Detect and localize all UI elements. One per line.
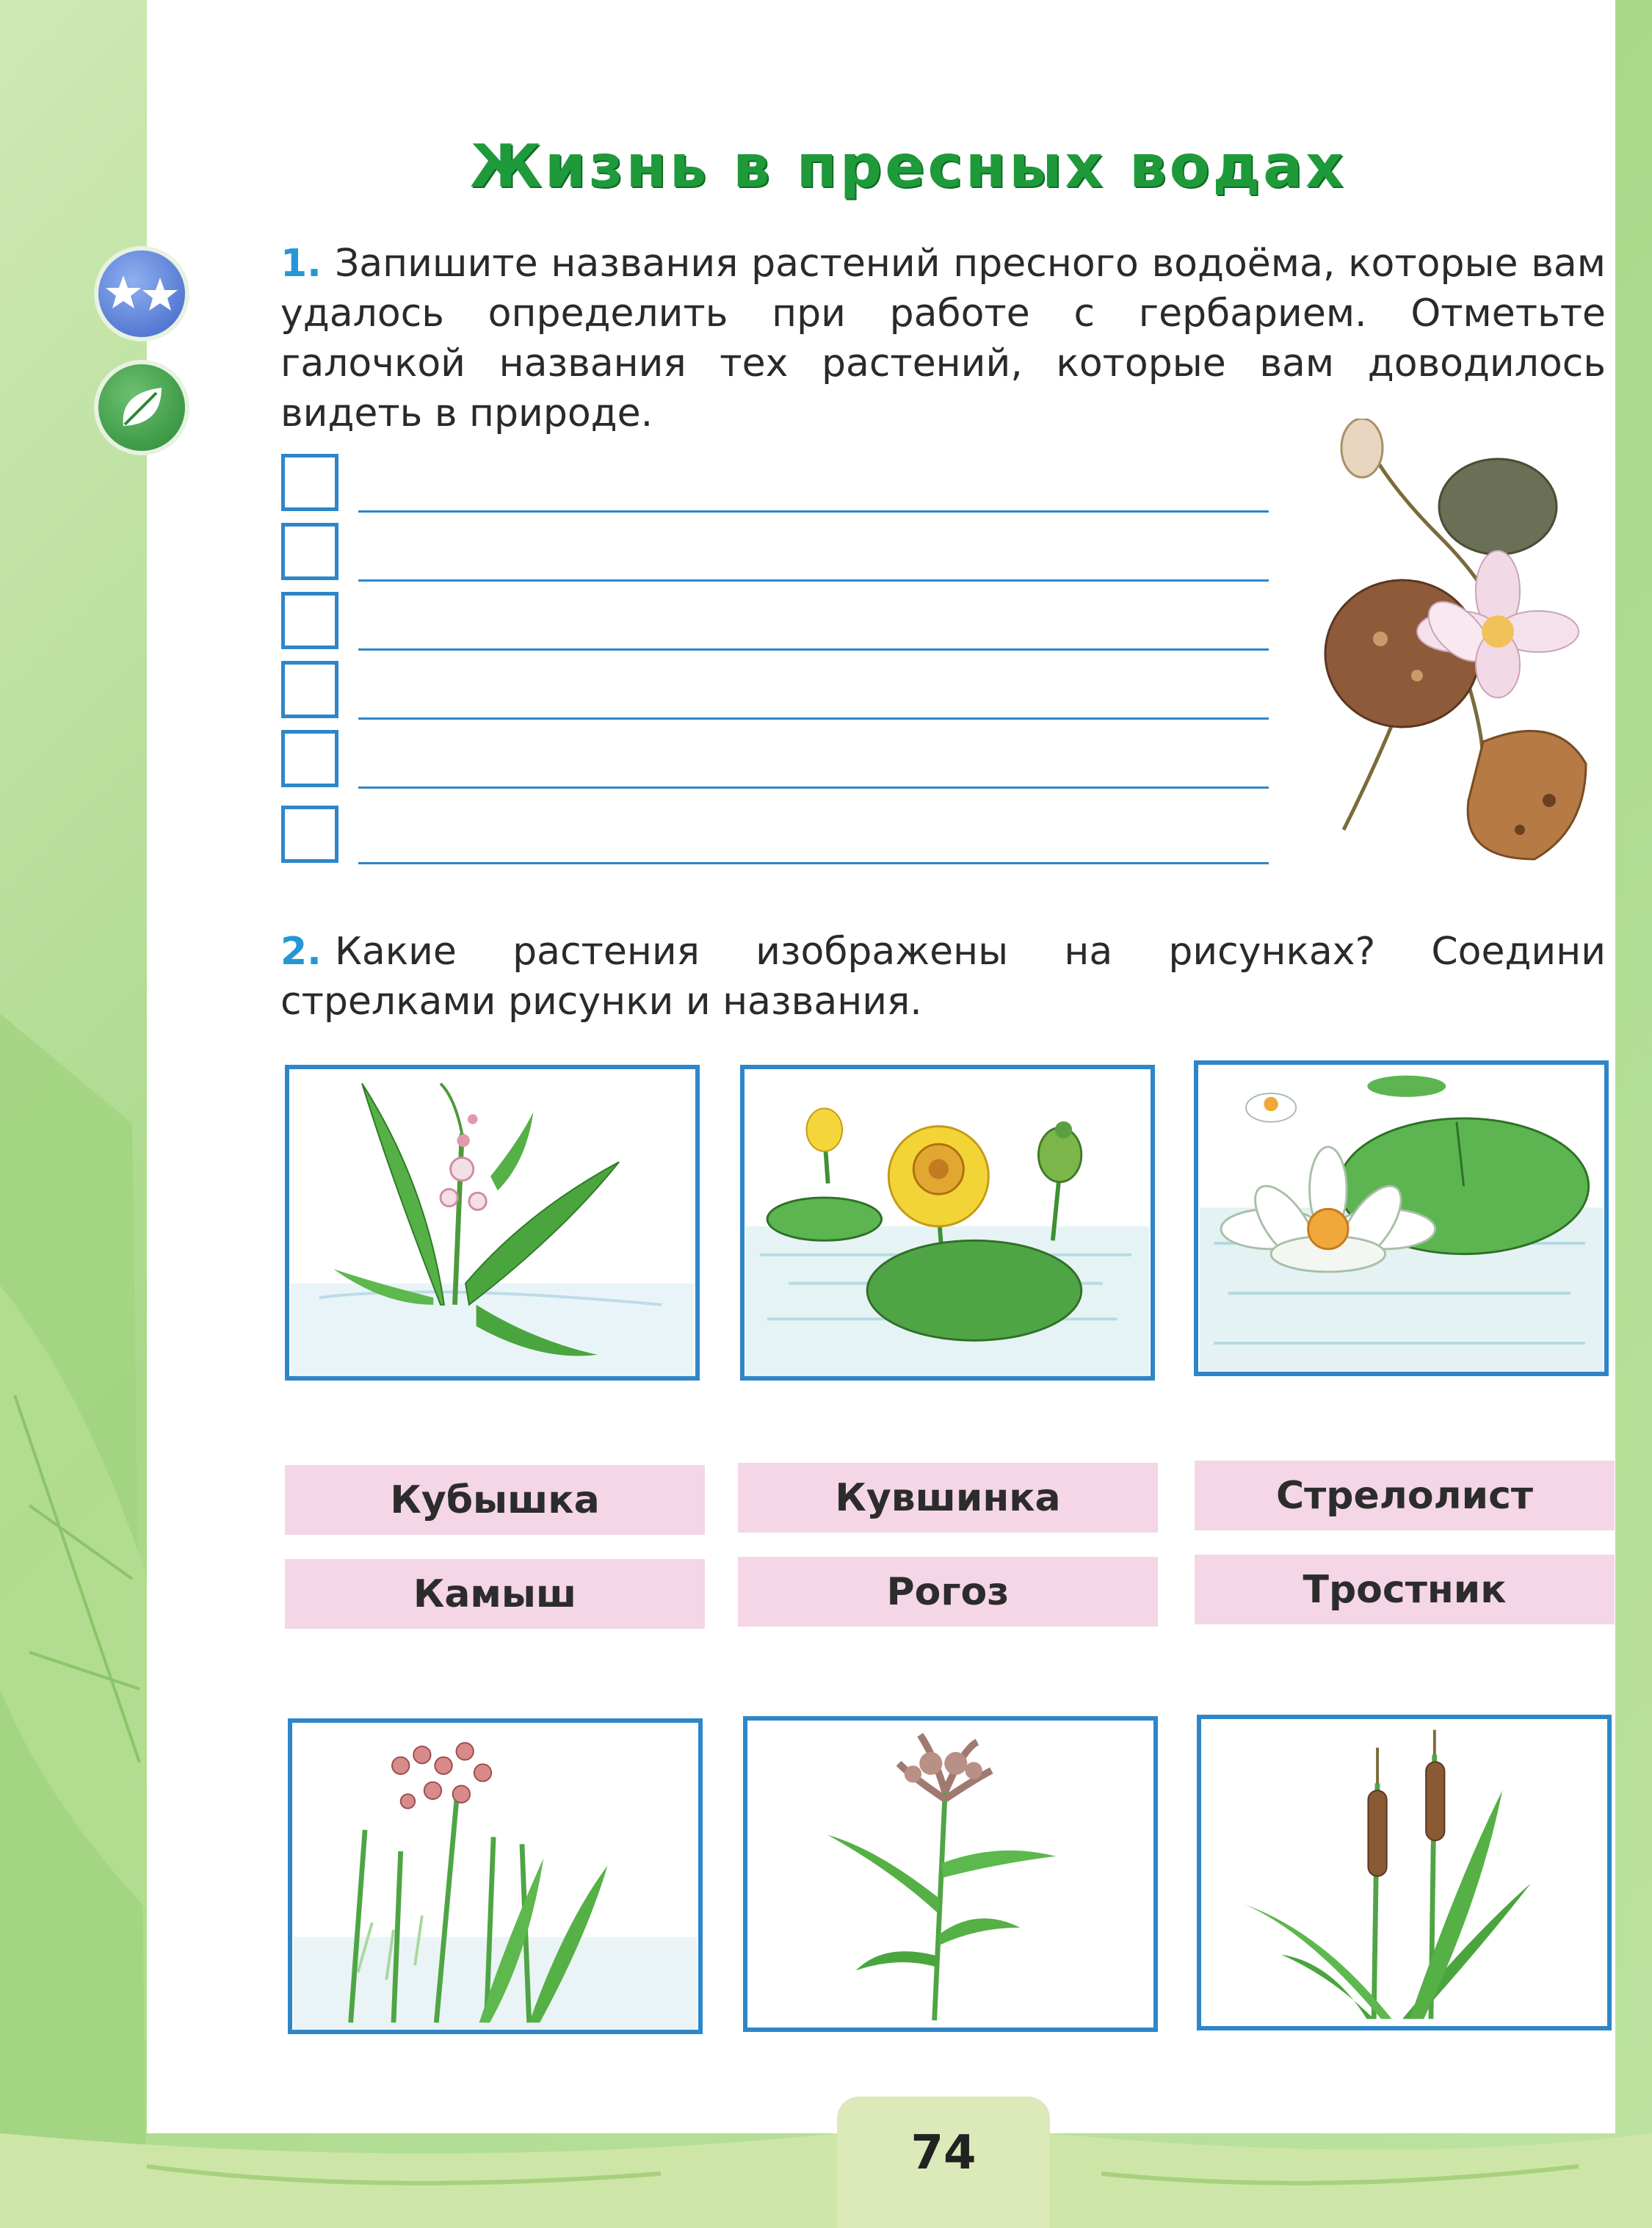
answer-checkbox[interactable] bbox=[281, 661, 338, 718]
herbarium-water-lily-image bbox=[1314, 419, 1608, 874]
picture-cattail[interactable] bbox=[1197, 1715, 1612, 2030]
answer-checkbox[interactable] bbox=[281, 592, 338, 649]
answer-checkbox[interactable] bbox=[281, 806, 338, 863]
picture-arrowhead[interactable] bbox=[285, 1065, 700, 1381]
name-card-rogoz[interactable]: Рогоз bbox=[738, 1557, 1158, 1627]
answer-checkbox[interactable] bbox=[281, 730, 338, 787]
leaf-badge bbox=[94, 360, 189, 455]
task-1-body: Запишите названия растений пресного водоёма, которые вам удалось определить при работе с гербарием. Отметьте галочкой названия тех растений, которые вам доводилось видеть в природе. bbox=[280, 242, 1606, 435]
white-water-lily-image bbox=[1198, 1065, 1604, 1372]
name-card-trostnik[interactable]: Тростник bbox=[1195, 1555, 1615, 1624]
name-card-kamysh[interactable]: Камыш bbox=[285, 1559, 705, 1629]
picture-yellow-pond-lily[interactable] bbox=[740, 1065, 1155, 1381]
cattail-image bbox=[1201, 1719, 1607, 2026]
arrowhead-plant-image bbox=[289, 1069, 695, 1376]
picture-white-water-lily[interactable] bbox=[1194, 1060, 1609, 1376]
answer-row bbox=[281, 806, 1272, 864]
task-2-number: 2. bbox=[280, 930, 322, 974]
flowering-rush-image bbox=[292, 1723, 698, 2030]
answer-line[interactable] bbox=[358, 862, 1269, 864]
answer-row bbox=[281, 730, 1272, 789]
name-card-strelolist[interactable]: Стрелолист bbox=[1195, 1461, 1615, 1530]
stars-badge bbox=[94, 246, 189, 341]
answer-checkbox[interactable] bbox=[281, 454, 338, 511]
task-2-text bbox=[280, 927, 1606, 1027]
answer-line[interactable] bbox=[358, 648, 1269, 651]
answer-line[interactable] bbox=[358, 510, 1269, 513]
answer-line[interactable] bbox=[358, 579, 1269, 582]
page-title: Жизнь в пресных водах bbox=[470, 132, 1347, 200]
answer-row bbox=[281, 523, 1272, 582]
answer-line[interactable] bbox=[358, 786, 1269, 789]
task-2-body: Какие растения изображены на рисунках? Соедини стрелками рисунки и названия. bbox=[280, 930, 1606, 1024]
picture-common-reed[interactable] bbox=[743, 1716, 1158, 2032]
common-reed-image bbox=[747, 1721, 1153, 2028]
name-card-kuvshinka[interactable]: Кувшинка bbox=[738, 1463, 1158, 1533]
answer-row bbox=[281, 454, 1272, 513]
task-1-number: 1. bbox=[280, 242, 322, 286]
page-number: 74 bbox=[837, 2097, 1050, 2228]
task-1-text bbox=[280, 239, 1606, 438]
stars-icon bbox=[105, 272, 178, 316]
leaf-icon bbox=[116, 382, 167, 433]
answer-row bbox=[281, 661, 1272, 720]
picture-flowering-rush[interactable] bbox=[288, 1718, 703, 2034]
yellow-pond-lily-image bbox=[745, 1069, 1151, 1376]
answer-line[interactable] bbox=[358, 717, 1269, 720]
name-card-kubyshka[interactable]: Кубышка bbox=[285, 1465, 705, 1535]
answer-checkbox[interactable] bbox=[281, 523, 338, 580]
answer-row bbox=[281, 592, 1272, 651]
